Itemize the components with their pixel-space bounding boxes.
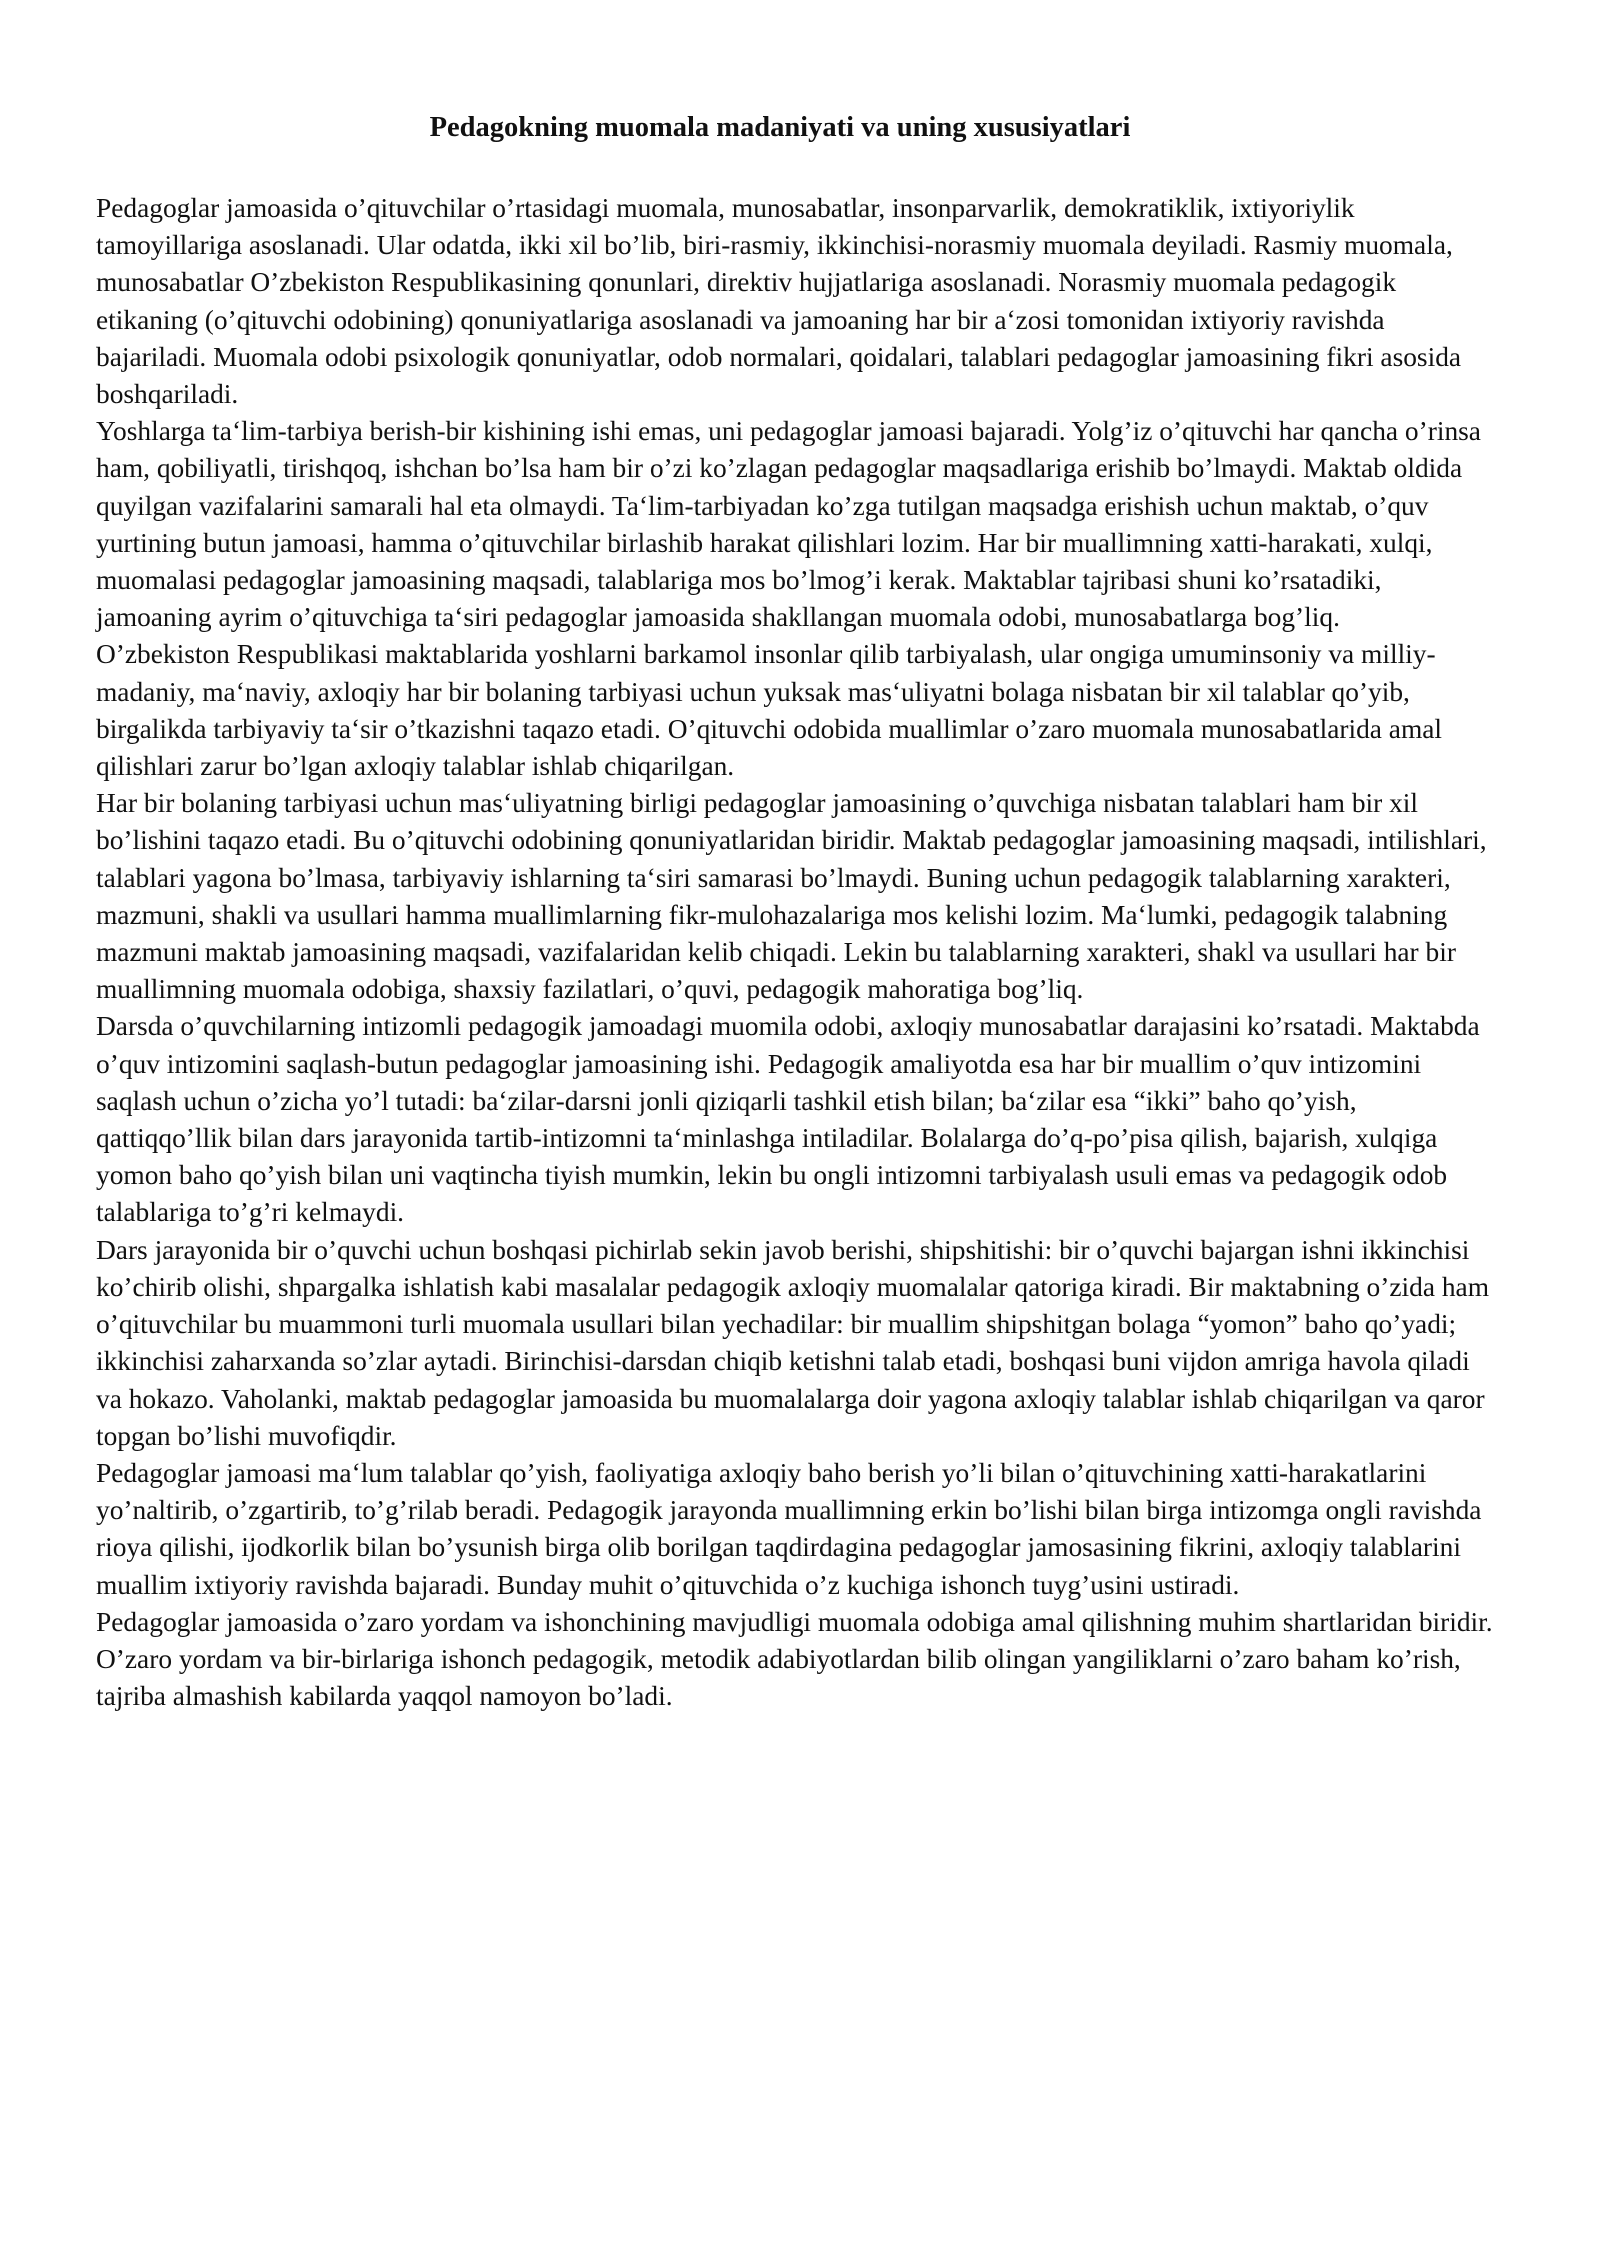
- paragraph: Pedagoglar jamoasida o’zaro yordam va ishonchining mavjudligi muomala odobiga amal qilishning muhim shartlaridan biridir. O’zaro yordam va bir-birlariga ishonch pedagogik, metodik adabiyotlardan bilib olingan yangiliklarni o’zaro baham ko’rish, tajriba almashish kabilarda yaqqol namoyon bo’ladi.: [96, 1606, 1493, 1712]
- paragraph: Pedagoglar jamoasida o’qituvchilar o’rtasidagi muomala, munosabatlar, insonparvarlik, demokratiklik, ixtiyoriylik tamoyillariga asoslanadi. Ular odatda, ikki xil bo’lib, biri-rasmiy, ikkinchisi-norasmiy muomala deyiladi. Rasmiy muomala, munosabatlar O’zbekiston Respublikasining qonunlari, direktiv hujjatlariga asoslanadi. Norasmiy muomala pedagogik etikaning (o’qituvchi odobining) qonuniyatlariga asoslanadi va jamoaning har bir a‘zosi tomonidan ixtiyoriy ravishda bajariladi. Muomala odobi psixologik qonuniyatlar, odob normalari, qoidalari, talablari pedagoglar jamoasining fikri asosida boshqariladi.: [96, 193, 1462, 410]
- paragraph: Har bir bolaning tarbiyasi uchun mas‘uliyatning birligi pedagoglar jamoasining o’quvchiga nisbatan talablari ham bir xil bo’lishini taqazo etadi. Bu o’qituvchi odobining qonuniyatlaridan biridir. Maktab pedagoglar jamoasining maqsadi, intilishlari, talablari yagona bo’lmasa, tarbiyaviy ishlarning ta‘siri samarasi bo’lmaydi. Buning uchun pedagogik talablarning xarakteri, mazmuni, shakli va usullari hamma muallimlarning fikr-mulohazalariga mos kelishi lozim. Ma‘lumki, pedagogik talabning mazmuni maktab jamoasining maqsadi, vazifalaridan kelib chiqadi. Lekin bu talablarning xarakteri, shakl va usullari har bir muallimning muomala odobiga, shaxsiy fazilatlari, o’quvi, pedagogik mahoratiga bog’liq.: [96, 788, 1487, 1005]
- paragraph: Pedagoglar jamoasi ma‘lum talablar qo’yish, faoliyatiga axloqiy baho berish yo’li bilan o’qituvchining xatti-harakatlarini yo’naltirib, o’zgartirib, to’g’rilab beradi. Pedagogik jarayonda muallimning erkin bo’lishi bilan birga intizomga ongli ravishda rioya qilishi, ijodkorlik bilan bo’ysunish birga olib borilgan taqdirdagina pedagoglar jamosasining fikrini, axloqiy talablarini muallim ixtiyoriy ravishda bajaradi. Bunday muhit o’qituvchida o’z kuchiga ishonch tuyg’usini ustiradi.: [96, 1457, 1482, 1600]
- paragraph: Yoshlarga ta‘lim-tarbiya berish-bir kishining ishi emas, uni pedagoglar jamoasi bajaradi. Yolg’iz o’qituvchi har qancha o’rinsa ham, qobiliyatli, tirishqoq, ishchan bo’lsa ham bir o’zi ko’zlagan pedagoglar maqsadlariga erishib bo’lmaydi. Maktab oldida quyilgan vazifalarini samarali hal eta olmaydi. Ta‘lim-tarbiyadan ko’zga tutilgan maqsadga erishish uchun maktab, o’quv yurtining butun jamoasi, hamma o’qituvchilar birlashib harakat qilishlari lozim. Har bir muallimning xatti-harakati, xulqi, muomalasi pedagoglar jamoasining maqsadi, talablariga mos bo’lmog’i kerak. Maktablar tajribasi shuni ko’rsatadiki, jamoaning ayrim o’qituvchiga ta‘siri pedagoglar jamoasida shakllangan muomala odobi, munosabatlarga bog’liq.: [96, 416, 1481, 633]
- document-body: [96, 190, 1496, 1715]
- document-title: Pedagokning muomala madaniyati va uning xususiyatlari: [429, 112, 1131, 143]
- paragraph: O’zbekiston Respublikasi maktablarida yoshlarni barkamol insonlar qilib tarbiyalash, ular ongiga umuminsoniy va milliy-madaniy, ma‘naviy, axloqiy har bir bolaning tarbiyasi uchun yuksak mas‘uliyatni bolaga nisbatan bir xil talablar qo’yib, birgalikda tarbiyaviy ta‘sir o’tkazishni taqazo etadi. O’qituvchi odobida muallimlar o’zaro muomala munosabatlarida amal qilishlari zarur bo’lgan axloqiy talablar ishlab chiqarilgan.: [96, 639, 1443, 782]
- paragraph: Dars jarayonida bir o’quvchi uchun boshqasi pichirlab sekin javob berishi, shipshitishi: bir o’quvchi bajargan ishni ikkinchisi ko’chirib olishi, shpargalka ishlatish kabi masalalar pedagogik axloqiy muomalalar qatoriga kiradi. Bir maktabning o’zida ham o’qituvchilar bu muammoni turli muomala usullari bilan yechadilar: bir muallim shipshitgan bolaga “yomon” baho qo’yadi; ikkinchisi zaharxanda so’zlar aytadi. Birinchisi-darsdan chiqib ketishni talab etadi, boshqasi buni vijdon amriga havola qiladi va hokazo. Vaholanki, maktab pedagoglar jamoasida bu muomalalarga doir yagona axloqiy talablar ishlab chiqarilgan va qaror topgan bo’lishi muvofiqdir.: [96, 1234, 1490, 1451]
- paragraph: Darsda o’quvchilarning intizomli pedagogik jamoadagi muomila odobi, axloqiy munosabatlar darajasini ko’rsatadi. Maktabda o’quv intizomini saqlash-butun pedagoglar jamoasining ishi. Pedagogik amaliyotda esa har bir muallim o’quv intizomini saqlash uchun o’zicha yo’l tutadi: ba‘zilar-darsni jonli qiziqarli tashkil etish bilan; ba‘zilar esa “ikki” baho qo’yish, qattiqqo’llik bilan dars jarayonida tartib-intizomni ta‘minlashga intiladilar. Bolalarga do’q-po’pisa qilish, bajarish, xulqiga yomon baho qo’yish bilan uni vaqtincha tiyish mumkin, lekin bu ongli intizomni tarbiyalash usuli emas va pedagogik odob talablariga to’g’ri kelmaydi.: [96, 1011, 1480, 1228]
